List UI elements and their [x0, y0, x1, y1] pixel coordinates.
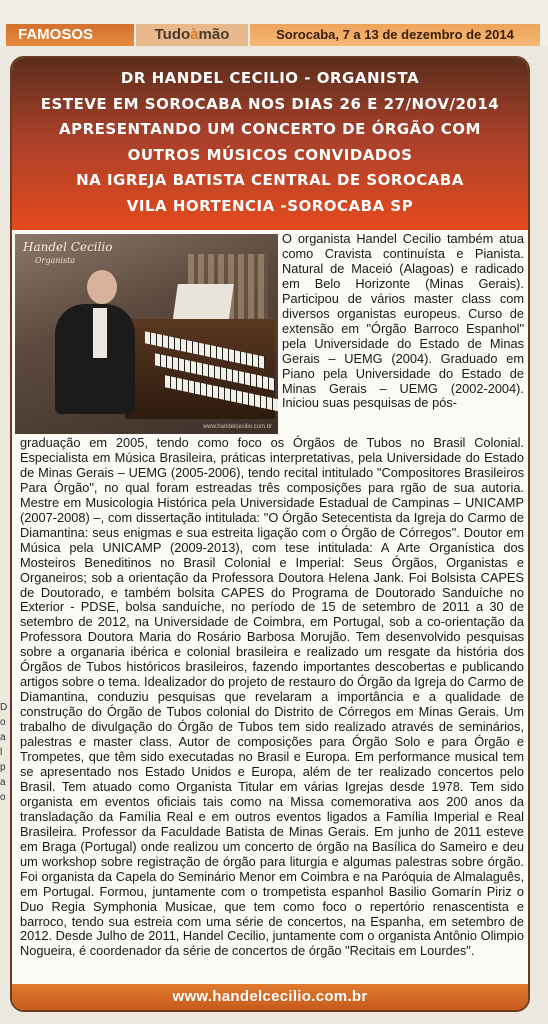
- headline-line: NA IGREJA BATISTA CENTRAL DE SOROCABA: [76, 171, 464, 189]
- photo-signature: Handel Cecilio: [23, 240, 113, 254]
- section-tab: FAMOSOS: [6, 24, 134, 46]
- left-edge-fragments: [0, 700, 8, 805]
- headline-line: VILA HORTENCIA -SOROCABA SP: [126, 196, 414, 215]
- dateline: Sorocaba, 7 a 13 de dezembro de 2014: [250, 24, 540, 46]
- edge-char: l: [0, 747, 3, 758]
- edge-char: o: [0, 792, 6, 803]
- page-header: [0, 0, 548, 46]
- sheet-music: [172, 284, 234, 324]
- edge-char: p: [0, 762, 6, 773]
- brand-part: à: [190, 26, 199, 43]
- footer-url[interactable]: www.handelcecilio.com.br: [12, 984, 528, 1010]
- brand-part: mão: [198, 26, 230, 43]
- article-column-text: O organista Handel Cecilio também atua como Cravista continuísta e Pianista. Natural de Maceió (Alagoas) e radicado em Belo Horizonte (Minas Gerais). Participou de vários master class com diversos organistas europeus. Curso de extensão em "Órgão Barroco Espanhol" pela Universidade do Estado de Minas Gerais – UEMG (2004). Graduado em Piano pela Universidade do Estado de Minas Gerais – UEMG (2002-2004). Iniciou suas pesquisas de pós-: [282, 231, 524, 411]
- headline-line: APRESENTANDO UM CONCERTO DE ÓRGÃO COM: [59, 120, 481, 138]
- photo-signature-sub: Organista: [35, 256, 76, 265]
- article-card: [10, 56, 530, 1012]
- organist-photo: [15, 234, 278, 434]
- brand-part: Tudo: [154, 26, 191, 43]
- article-body-text: graduação em 2005, tendo como foco os Órgãos de Tubos no Brasil Colonial. Especialista em Música Brasileira, práticas interpretativas, pela Universidade do Estado de Minas Gerais – UEMG (2005-2006), tendo recital intitulado "Compositores Brasileiros Para Órgão", no qual foram estreadas três composições para rgão de sua autoria. Mestre em Musicologia Histórica pela Universidade Estadual de Campinas – UNICAMP (2007-2008) –, com dissertação intitulada: "O Órgão Setecentista da Igreja do Carmo de Diamantina: seus enigmas e sua estreita ligação com o Órgão de Córregos". Doutor em Música pela UNICAMP (2009-2013), com tese intitulada: A Arte Organística dos Mosteiros Beneditinos no Brasil Colonial e Imperial: Seus Órgãos, Organistas e Organeiros; sob a orientação da Professora Doutora Helena Jank. Foi Bolsista CAPES de Doutorado, e também bolsita CAPES do Programa de Doutorado Sanduíche no Exterior - PDSE, bolsa sanduíche, no período de 15 de setembro de 2011 a 30 de setembro de 2012, na Universidade de Coimbra, em Portugal, sob a co-orientação da Professora Doutora Maria do Rosário Barbosa Morujão. Tem desenvolvido pesquisas sobre a organaria ibérica e colonial brasileira e realizado um resgate da história dos Órgãos de Tubos históricos brasileiros, fazendo importantes descobertas e publicando artigos sobre o tema. Idealizador do projeto de restauro do Órgão da Igreja do Carmo de Diamantina, conduziu pesquisas que revelaram a importância e a qualidade de construção do Órgão de Tubos colonial do Distrito de Córregos em Minas Gerais. Um trabalho de divulgação do Órgão de Tubos tem sido realizado através de seminários, palestras e master class. Autor de composições para Órgão Solo e para Órgão e Trompetes, que têm sido executadas no Brasil e Europa. Em performance musical tem se apresentado nos Estado Unidos e Europa, além de ter realizado concertos pelo Brasil. Tem atuado como Organista Titular em várias Igrejas desde 1978. Tem sido organista em eventos oficiais tais como na Missa comemorativa aos 200 anos da transladação da Família Real e em outros eventos ligados a Família Imperial e Real Brasileira. Professor da Faculdade Batista de Minas Gerais. Em junho de 2011 esteve em Braga (Portugal) onde realizou um concerto de órgão na Basílica do Sameiro e deu um workshop sobre registração de órgão para liturgia e algumas palestras sobre órgão. Foi organista da Capela do Seminário Menor em Coimbra e na Paróquia de Almalaguês, em Portugal. Formou, juntamente com o trompetista espanhol Basilio Gomarín Piriz o Duo Regia Symphonia Musicae, que tem como foco o repertório renascentista e barroco, tendo sua estreia com uma série de concertos, na Espanha, em setembro de 2012. Desde Julho de 2011, Handel Cecilio, juntamente com o organista Antônio Olimpio Nogueira, é coordenador da série de concertos de órgão "Recitais em Lourdes".: [20, 435, 524, 959]
- edge-char: D: [0, 702, 8, 713]
- edge-char: a: [0, 732, 6, 743]
- headline-line: ESTEVE EM SOROCABA NOS DIAS 26 E 27/NOV/2014: [40, 94, 500, 113]
- headline-line: OUTROS MÚSICOS CONVIDADOS: [127, 145, 413, 164]
- organist-head: [87, 270, 117, 304]
- organist-shirt: [93, 308, 107, 358]
- headline-line: DR HANDEL CECILIO - ORGANISTA: [120, 69, 420, 87]
- headline-banner: [12, 58, 528, 230]
- edge-char: a: [0, 777, 6, 788]
- edge-char: o: [0, 717, 6, 728]
- brand-logo: [136, 24, 248, 46]
- photo-watermark-url: www.handelcecilio.com.br: [202, 424, 272, 430]
